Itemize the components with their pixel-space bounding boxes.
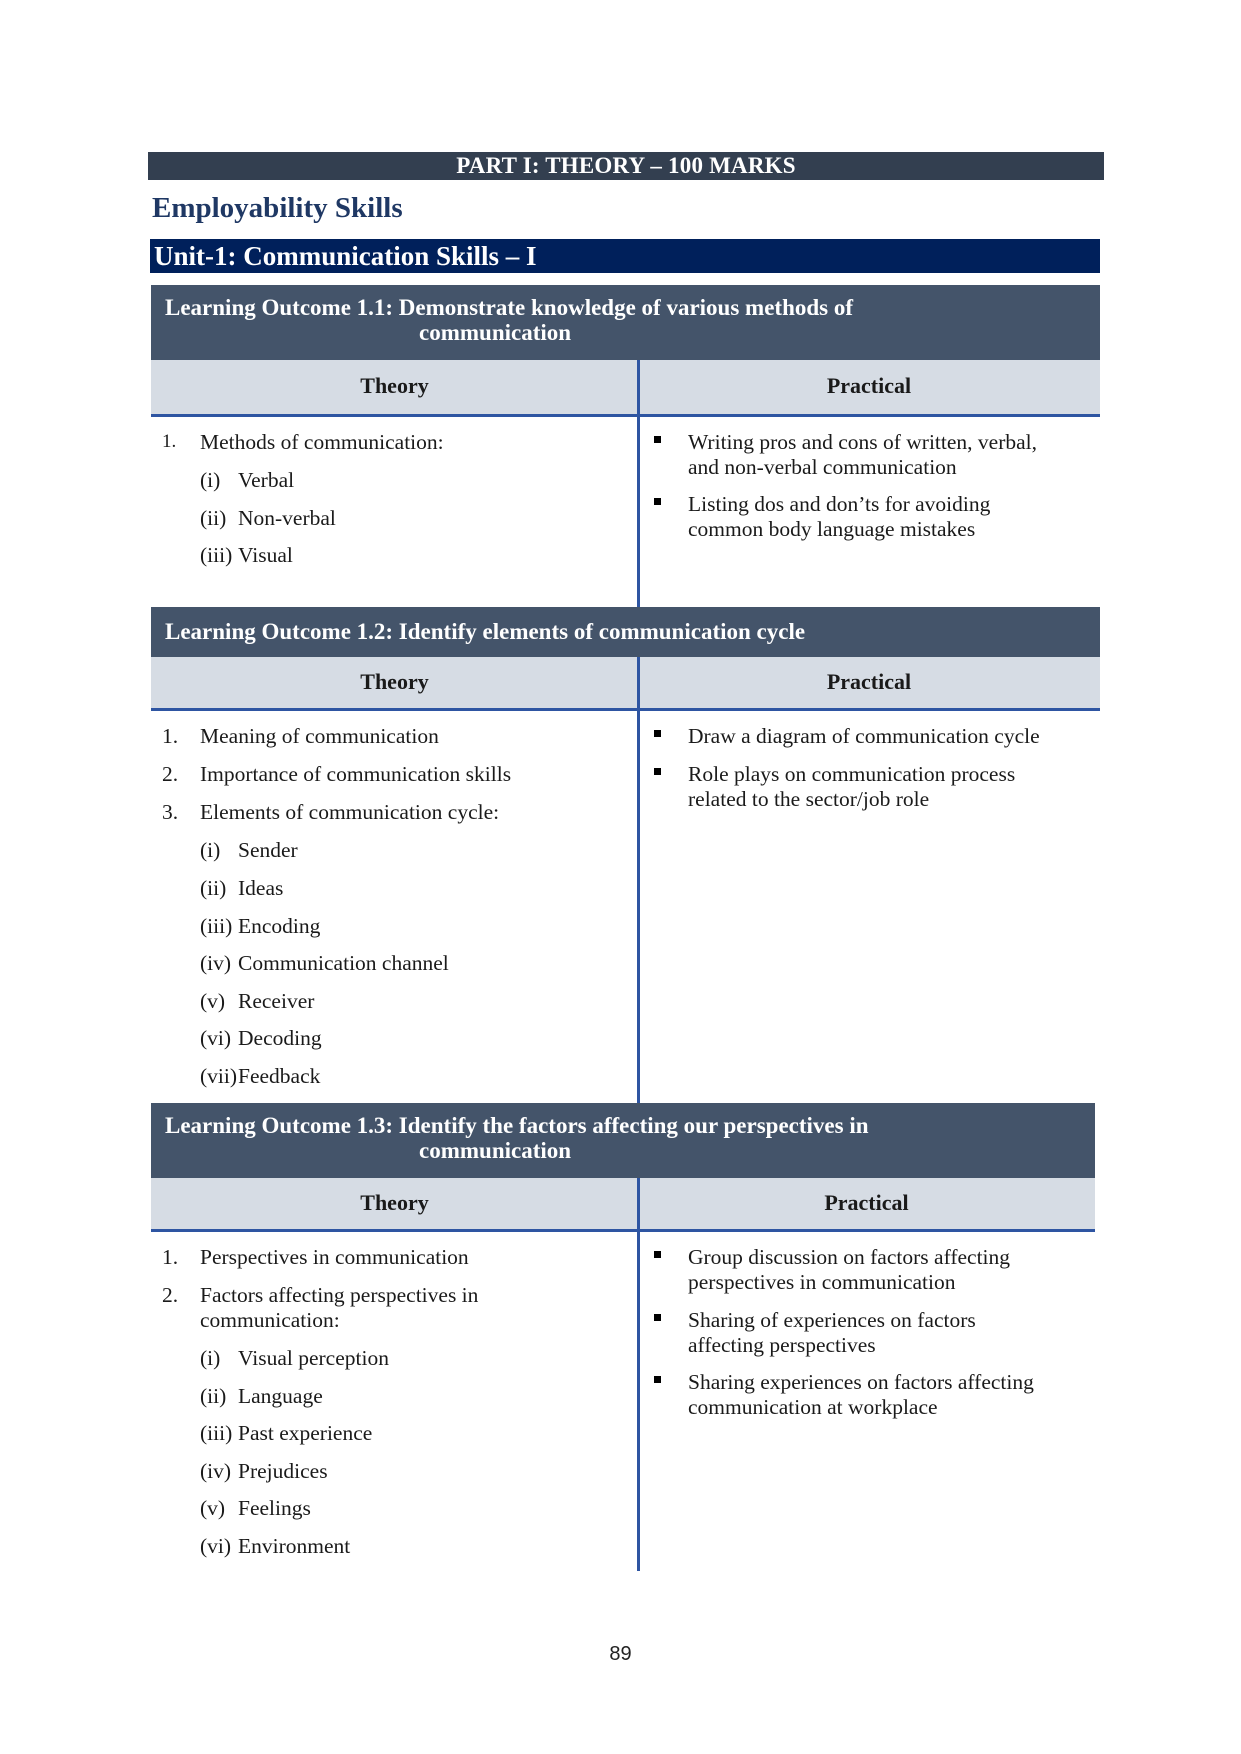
lo3-theory-header [151, 1178, 638, 1232]
section-title: Employability Skills [152, 192, 403, 224]
sub-item-marker: (v) [200, 1496, 226, 1520]
lo2-title: Learning Outcome 1.2: Identify elements of communication cycle [165, 619, 806, 644]
learning-outcome-1-3-header [151, 1103, 1095, 1178]
lo1-practical-list [640, 417, 1100, 607]
lo1-title-line2: communication [419, 320, 572, 345]
list-item-cont: communication: [200, 1308, 340, 1332]
sub-item: Verbal [238, 468, 295, 492]
lo2-theory-list [151, 711, 631, 1103]
list-number: 1. [162, 1245, 179, 1269]
sub-item: Past experience [238, 1421, 373, 1445]
practical-item-cont: related to the sector/job role [688, 787, 930, 811]
part-title-bar: PART I: THEORY – 100 MARKS [148, 152, 1104, 180]
list-item: Importance of communication skills [200, 762, 512, 786]
sub-item: Communication channel [238, 951, 449, 975]
bullet-icon [654, 1314, 661, 1321]
practical-item: Listing dos and don’ts for avoiding [688, 492, 991, 516]
sub-item: Non-verbal [238, 506, 336, 530]
learning-outcome-1-1-header [151, 285, 1100, 360]
sub-item-marker: (i) [200, 838, 221, 862]
list-number: 2. [162, 1283, 179, 1307]
lo2-practical-label: Practical [826, 669, 912, 694]
sub-item-marker: (iv) [200, 951, 232, 975]
practical-item-cont: and non-verbal communication [688, 455, 957, 479]
sub-item-marker: (i) [200, 1346, 221, 1370]
sub-item-marker: (vi) [200, 1026, 232, 1050]
lo1-theory-list [151, 417, 631, 607]
practical-item: Draw a diagram of communication cycle [688, 724, 1040, 748]
sub-item: Visual [238, 543, 293, 567]
sub-item-marker: (i) [200, 468, 221, 492]
list-item: Perspectives in communication [200, 1245, 469, 1269]
sub-item: Environment [238, 1534, 351, 1558]
sub-item-marker: (vii) [200, 1064, 238, 1088]
list-item: Meaning of communication [200, 724, 439, 748]
lo2-theory-header [151, 657, 638, 711]
sub-item: Sender [238, 838, 298, 862]
practical-item-cont: communication at workplace [688, 1395, 938, 1419]
sub-item: Prejudices [238, 1459, 328, 1483]
page-number: 89 [609, 1643, 632, 1665]
list-number: 2. [162, 762, 179, 786]
sub-item-marker: (v) [200, 989, 226, 1013]
lo3-practical-header [638, 1178, 1095, 1232]
lo1-title-line1: Learning Outcome 1.1: Demonstrate knowledge of various methods of [165, 295, 854, 320]
sub-item: Visual perception [238, 1346, 389, 1370]
practical-item-cont: common body language mistakes [688, 517, 976, 541]
bullet-icon [654, 768, 661, 775]
sub-item: Language [238, 1384, 323, 1408]
practical-item-cont: affecting perspectives [688, 1333, 876, 1357]
sub-item-marker: (vi) [200, 1534, 232, 1558]
practical-item: Sharing experiences on factors affecting [688, 1370, 1034, 1394]
lo2-theory-label: Theory [360, 669, 429, 694]
practical-item-cont: perspectives in communication [688, 1270, 956, 1294]
sub-item-marker: (ii) [200, 1384, 227, 1408]
lo3-theory-list [151, 1232, 631, 1571]
sub-item-marker: (iii) [200, 543, 233, 567]
sub-item: Receiver [238, 989, 315, 1013]
learning-outcome-1-2-header [151, 607, 1100, 657]
lo3-practical-label: Practical [824, 1190, 909, 1215]
sub-item: Encoding [238, 914, 321, 938]
lo1-practical-header [638, 360, 1100, 417]
sub-item-marker: (iv) [200, 1459, 232, 1483]
sub-item: Feedback [238, 1064, 321, 1088]
unit-title-bar: Unit-1: Communication Skills – I [150, 239, 1100, 273]
lo1-theory-header [151, 360, 638, 417]
list-number: 3. [162, 800, 179, 824]
lo2-practical-list [640, 711, 1100, 911]
sub-item: Feelings [238, 1496, 311, 1520]
lo3-title-line2: communication [419, 1138, 572, 1163]
list-number: 1. [162, 724, 179, 748]
practical-item: Role plays on communication process [688, 762, 1016, 786]
lo1-practical-label: Practical [826, 373, 912, 398]
lo3-theory-label: Theory [360, 1190, 429, 1215]
practical-item: Writing pros and cons of written, verbal, [688, 430, 1038, 454]
practical-item: Group discussion on factors affecting [688, 1245, 1011, 1269]
sub-item: Decoding [238, 1026, 322, 1050]
bullet-icon [654, 1251, 661, 1258]
bullet-icon [654, 1376, 661, 1383]
lo3-practical-list [640, 1232, 1095, 1452]
lo1-theory-label: Theory [360, 373, 429, 398]
sub-item-marker: (ii) [200, 876, 227, 900]
bullet-icon [654, 436, 661, 443]
practical-item: Sharing of experiences on factors [688, 1308, 976, 1332]
list-item: Methods of communication: [200, 430, 444, 454]
bullet-icon [654, 498, 661, 505]
sub-item-marker: (ii) [200, 506, 227, 530]
sub-item-marker: (iii) [200, 1421, 233, 1445]
sub-item: Ideas [238, 876, 284, 900]
list-item: Factors affecting perspectives in [200, 1283, 479, 1307]
lo2-practical-header [638, 657, 1100, 711]
bullet-icon [654, 730, 661, 737]
sub-item-marker: (iii) [200, 914, 233, 938]
lo3-title-line1: Learning Outcome 1.3: Identify the factors affecting our perspectives in [165, 1113, 869, 1138]
list-item: Elements of communication cycle: [200, 800, 500, 824]
list-number: 1. [162, 431, 177, 452]
